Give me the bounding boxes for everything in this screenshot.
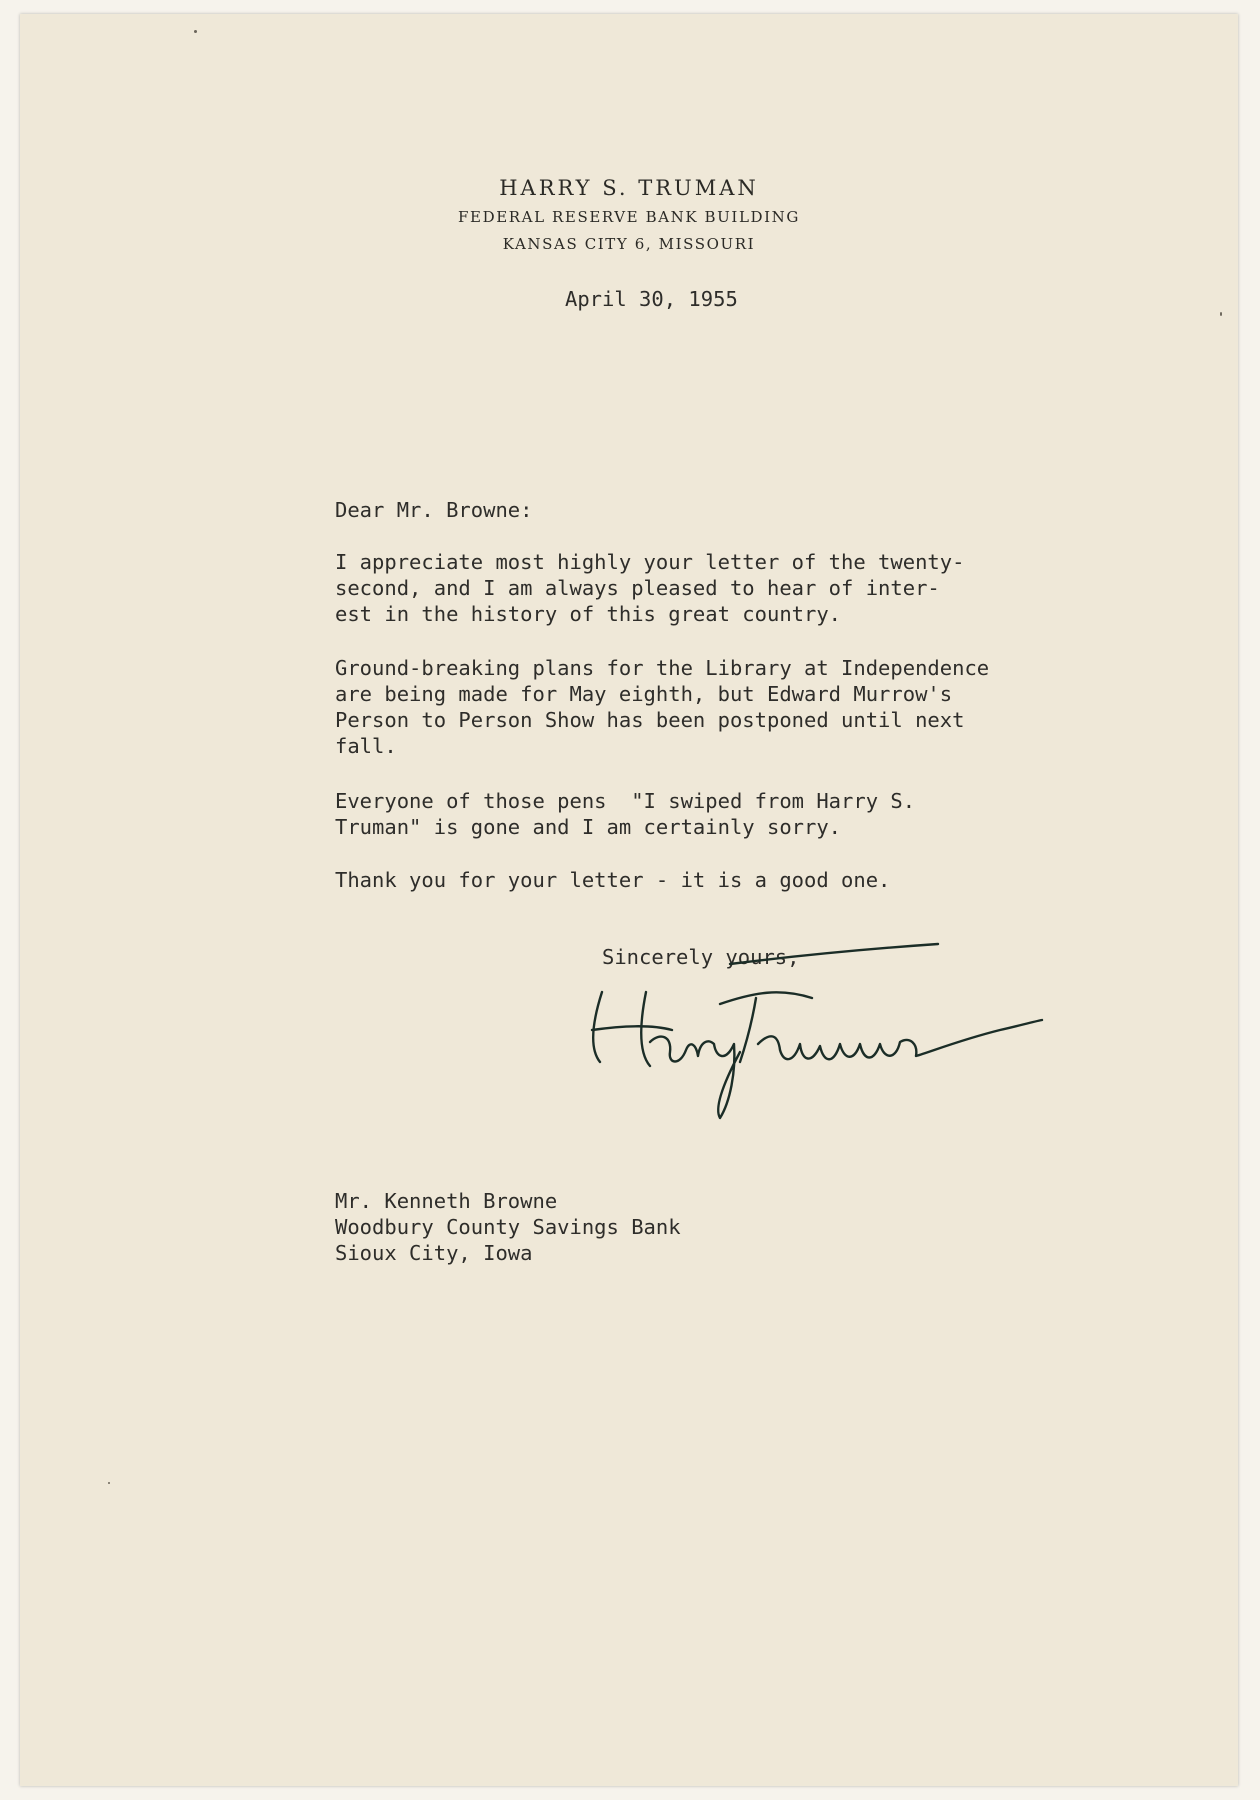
- body-paragraph-2: Ground-breaking plans for the Library at Independence are being made for May eighth, but Edward Murrow's Person to Person Show has been postponed until next fall.: [335, 656, 990, 758]
- letterhead-name: HARRY S. TRUMAN: [499, 176, 759, 200]
- letterhead-address-line1: FEDERAL RESERVE BANK BUILDING: [458, 208, 800, 226]
- letter-date: April 30, 1955: [565, 287, 738, 311]
- body-paragraph-1: I appreciate most highly your letter of the twenty- second, and I am always pleased to hear of inter- est in the history of this great country.: [335, 550, 965, 626]
- salutation: Dear Mr. Browne:: [335, 498, 533, 522]
- recipient-address: [335, 1188, 681, 1266]
- paper-speck: [194, 30, 197, 33]
- recipient-city: Sioux City, Iowa: [335, 1241, 533, 1265]
- closing: Sincerely yours,: [602, 945, 800, 969]
- paper-speck: [108, 1482, 110, 1484]
- signature-image: [580, 932, 1050, 1122]
- letterhead-address-line2: KANSAS CITY 6, MISSOURI: [502, 235, 756, 253]
- recipient-name: Mr. Kenneth Browne: [335, 1189, 558, 1213]
- letter-page: [20, 14, 1238, 1786]
- body-paragraph-4: Thank you for your letter - it is a good one.: [335, 868, 891, 892]
- paper-speck: [1220, 312, 1222, 316]
- body-paragraph-3: Everyone of those pens "I swiped from Harry S. Truman" is gone and I am certainly sorry.: [335, 789, 916, 839]
- recipient-company: Woodbury County Savings Bank: [335, 1215, 681, 1239]
